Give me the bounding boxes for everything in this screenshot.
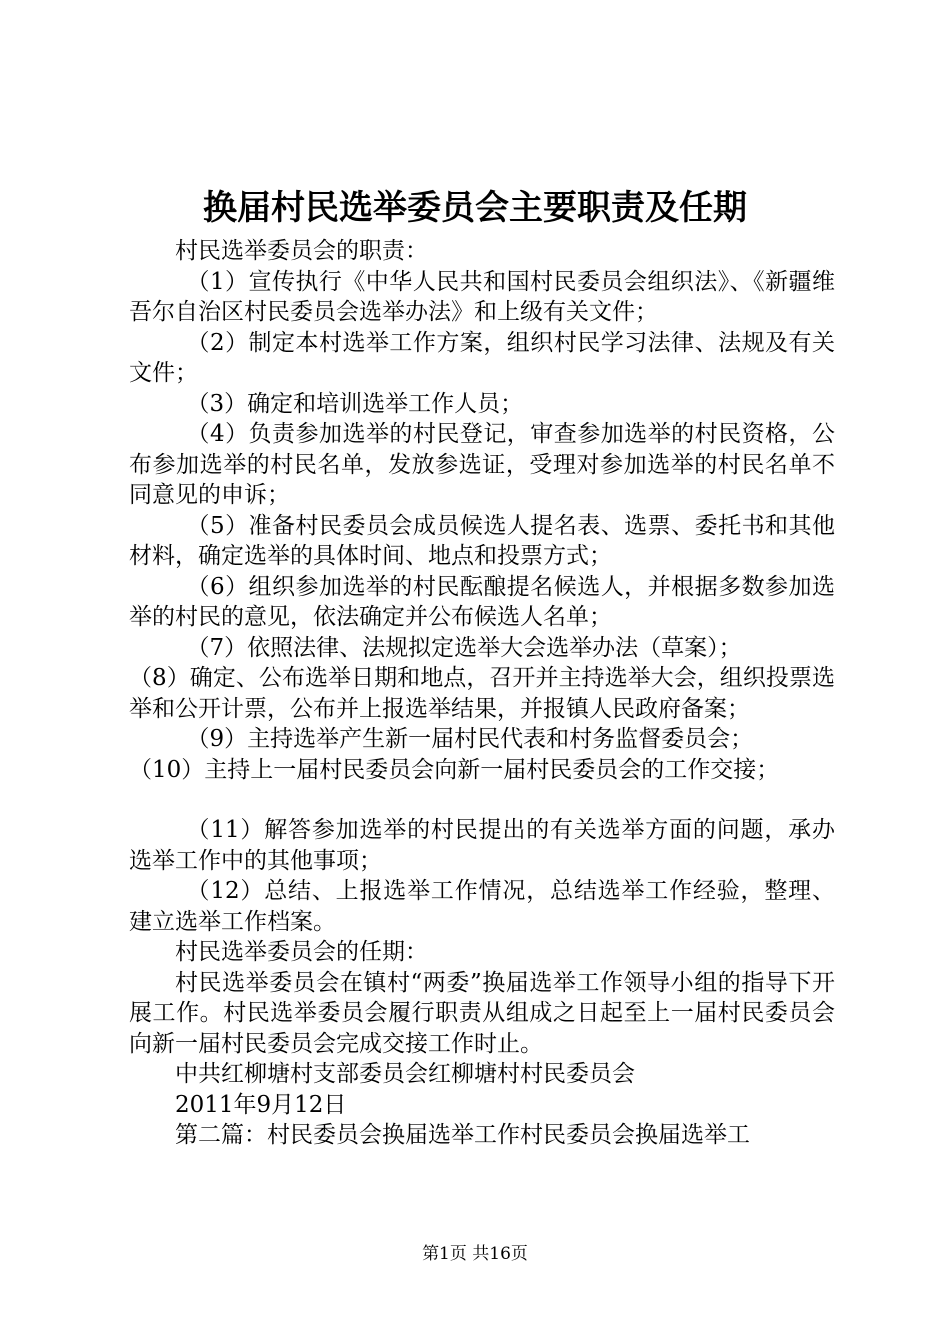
term-paragraph: 村民选举委员会在镇村“两委”换届选举工作领导小组的指导下开展工作。村民选举委员会履行职责从组成之日起至上一届村民委员会向新一届村民委员会完成交接工作时止。 (129, 969, 835, 1057)
page-number-footer: 第1页 共16页 (422, 1244, 528, 1264)
duty-item-7: （7）依照法律、法规拟定选举大会选举办法（草案）； (186, 634, 742, 661)
duty-item-12: （12）总结、上报选举工作情况，总结选举工作经验，整理、建立选举工作档案。 (129, 878, 835, 935)
next-section-heading: 第二篇：村民委员会换届选举工作村民委员会换届选举工 (175, 1122, 750, 1148)
paragraph-gap (129, 785, 835, 815)
document-title: 换届村民选举委员会主要职责及任期 (203, 188, 747, 228)
section-heading-duties: 村民选举委员会的职责： (175, 238, 428, 264)
duty-item-2: （2）制定本村选举工作方案，组织村民学习法律、法规及有关文件； (129, 329, 835, 386)
duty-item-5: （5）准备村民委员会成员候选人提名表、选票、委托书和其他材料，确定选举的具体时间、地点和投票方式； (129, 512, 835, 569)
duty-item-10: （10）主持上一届村民委员会向新一届村民委员会的工作交接； (129, 756, 780, 783)
duty-item-3: （3）确定和培训选举工作人员； (186, 390, 524, 417)
duty-item-11: （11）解答参加选举的村民提出的有关选举方面的问题，承办选举工作中的其他事项； (129, 817, 835, 874)
section-heading-term: 村民选举委员会的任期： (175, 939, 428, 965)
signature-organization: 中共红柳塘村支部委员会红柳塘村村民委员会 (175, 1061, 635, 1087)
duty-item-6: （6）组织参加选举的村民酝酿提名候选人，并根据多数参加选举的村民的意见，依法确定并公布候选人名单； (129, 573, 835, 630)
document-body (129, 236, 835, 1151)
duty-item-9: （9）主持选举产生新一届村民代表和村务监督委员会； (186, 726, 754, 752)
signature-date: 2011年9月12日 (175, 1091, 347, 1118)
duty-item-8: （8）确定、公布选举日期和地点，召开并主持选举大会，组织投票选举和公开计票，公布并上报选举结果，并报镇人民政府备案； (129, 665, 835, 722)
duty-item-1: （1）宣传执行《中华人民共和国村民委员会组织法》、《新疆维吾尔自治区村民委员会选举办法》和上级有关文件； (129, 268, 835, 325)
duty-item-4: （4）负责参加选举的村民登记，审查参加选举的村民资格，公布参加选举的村民名单，发放参选证，受理对参加选举的村民名单不同意见的申诉； (129, 421, 835, 508)
